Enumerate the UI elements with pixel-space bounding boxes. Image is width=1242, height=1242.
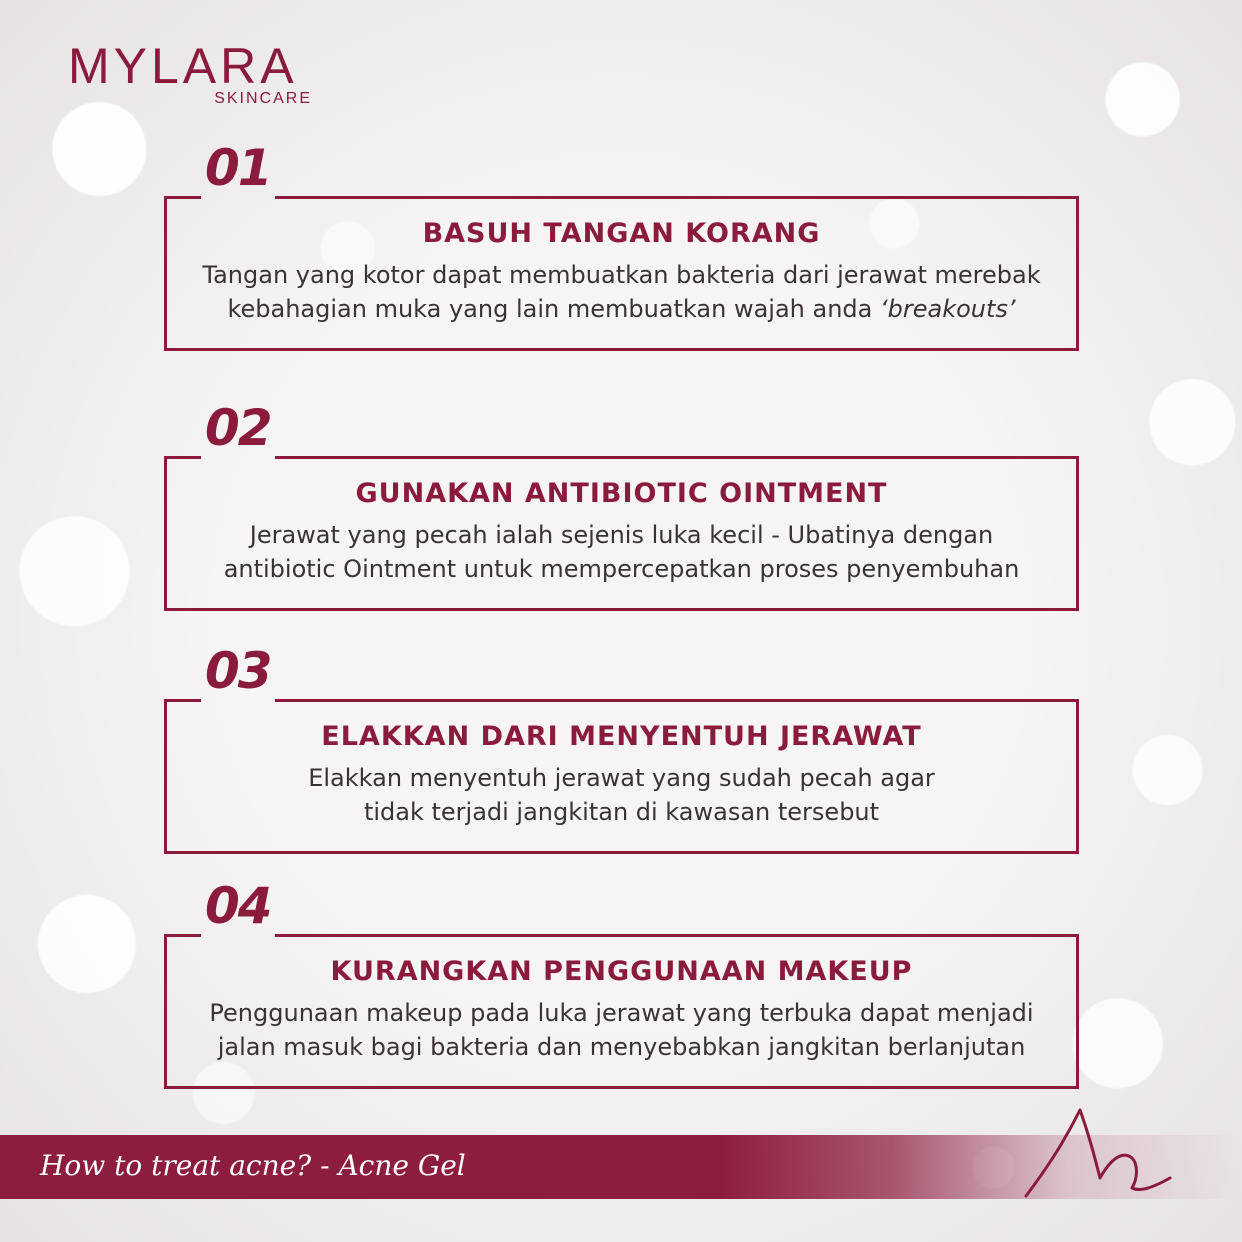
step-number-3: 03 <box>205 642 271 700</box>
step-3-line-1: Elakkan menyentuh jerawat yang sudah pecah agar <box>308 764 935 792</box>
step-card-3 <box>164 642 1079 854</box>
step-1-line-2-wrapper <box>195 292 1048 326</box>
step-card-1 <box>164 139 1079 351</box>
monogram-stroke <box>1026 1110 1170 1196</box>
step-1-line-1: Tangan yang kotor dapat membuatkan bakteria dari jerawat merebak <box>202 261 1041 289</box>
step-3-line-2: tidak terjadi jangkitan di kawasan tersebut <box>363 798 880 826</box>
step-4-line-2: jalan masuk bagi bakteria dan menyebabkan jangkitan berlanjutan <box>217 1033 1026 1061</box>
step-4-line-1: Penggunaan makeup pada luka jerawat yang terbuka dapat menjadi <box>209 999 1034 1027</box>
step-number-2: 02 <box>205 399 271 457</box>
step-title-3: ELAKKAN DARI MENYENTUH JERAWAT <box>321 721 922 752</box>
step-title-2: GUNAKAN ANTIBIOTIC OINTMENT <box>355 478 888 509</box>
step-description-2 <box>195 518 1048 586</box>
step-2-line-2: antibiotic Ointment untuk mempercepatkan proses penyembuhan <box>223 555 1020 583</box>
mylara-monogram-icon <box>1020 1100 1176 1202</box>
step-number-4: 04 <box>205 877 271 935</box>
step-description-1 <box>195 258 1048 326</box>
brand-subtitle: SKINCARE <box>214 90 312 107</box>
step-2-line-1: Jerawat yang pecah ialah sejenis luka kecil - Ubatinya dengan <box>249 521 994 549</box>
step-description-3 <box>195 761 1048 829</box>
step-1-line-2: kebahagian muka yang lain membuatkan wajah anda <box>227 295 873 323</box>
step-title-4: KURANGKAN PENGGUNAAN MAKEUP <box>330 956 913 987</box>
step-card-2 <box>164 399 1079 611</box>
brand-logo <box>68 38 318 107</box>
step-1-line-2-italic: ‘breakouts’ <box>880 295 1016 323</box>
step-description-4 <box>195 996 1048 1064</box>
step-number-1: 01 <box>205 139 271 197</box>
step-title-1: BASUH TANGAN KORANG <box>422 218 821 249</box>
footer-caption: How to treat acne? - Acne Gel <box>40 1149 466 1182</box>
step-card-4 <box>164 877 1079 1089</box>
brand-name: MYLARA <box>68 38 298 94</box>
